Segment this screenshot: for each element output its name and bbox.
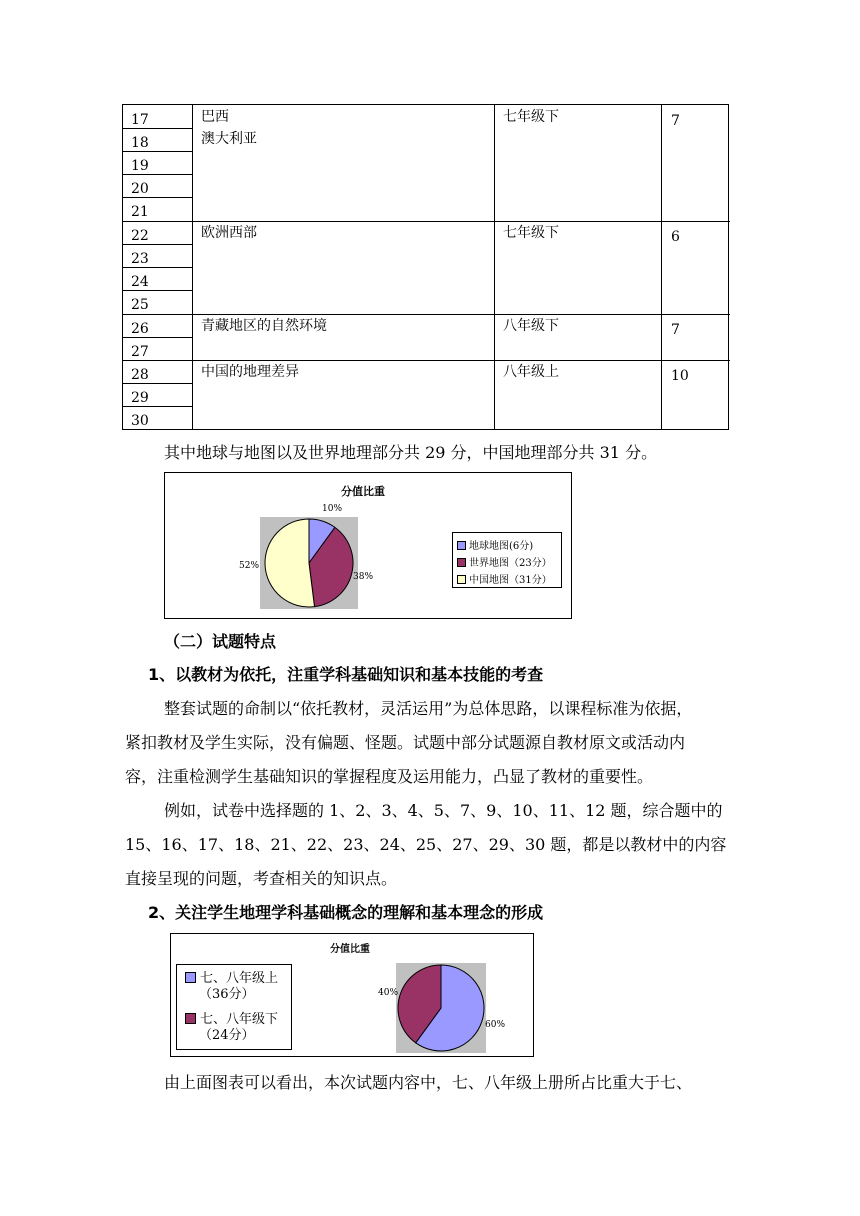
point-2-heading: 2、关注学生地理学科基础概念的理解和基本理念的形成 [148,903,544,922]
row-divider [123,267,192,268]
pie-2-svg [396,963,486,1053]
row-divider [123,174,192,175]
topic-text: 澳大利亚 [201,131,257,147]
topic-text: 中国的地理差异 [201,364,299,380]
grade-text: 八年级上 [503,364,559,380]
section-heading: （二）试题特点 [164,632,277,651]
legend-swatch [185,1013,196,1024]
legend-item [185,1012,278,1044]
legend-label: 七、八年级下 [200,1012,279,1027]
score-text: 6 [671,229,680,245]
topic-text: 巴西 [201,109,229,125]
score-table [122,104,729,430]
legend-item [457,554,552,569]
legend-swatch [457,575,466,584]
question-number: 17 [131,112,149,128]
row-divider [123,244,192,245]
row-divider [123,290,192,291]
slice-label: 52% [239,561,260,571]
question-number: 19 [131,158,149,174]
slice-label: 38% [353,572,374,582]
slice-label: 60% [485,1020,506,1030]
legend-item [457,571,552,586]
question-number: 21 [131,204,149,220]
chart-legend [452,532,562,588]
paragraph-line: 整套试题的命制以“依托教材，灵活运用”为总体思路，以课程标准为依据， [164,699,693,718]
paragraph-line: 容，注重检测学生基础知识的掌握程度及运用能力，凸显了教材的重要性。 [125,767,654,786]
summary-text: 其中地球与地图以及世界地理部分共 29 分，中国地理部分共 31 分。 [164,443,658,462]
score-text: 7 [671,113,680,129]
grade-text: 七年级下 [503,109,559,125]
question-number: 29 [131,390,149,406]
question-number: 27 [131,344,149,360]
column-divider [661,105,662,429]
question-number: 28 [131,367,149,383]
slice-label: 10% [322,504,343,514]
score-text: 7 [671,322,680,338]
chart-title: 分值比重 [330,944,370,955]
question-number: 18 [131,135,149,151]
question-number: 20 [131,181,149,197]
slice-label: 40% [378,988,399,998]
legend-swatch [185,972,196,983]
row-divider [123,406,192,407]
row-divider [123,337,192,338]
row-divider [123,197,192,198]
pie-chart-2 [170,933,534,1057]
question-number: 30 [131,413,149,429]
column-divider [494,105,495,429]
topic-text: 欧洲西部 [201,225,257,241]
legend-swatch [457,558,466,567]
legend-item [457,537,533,552]
question-number: 25 [131,297,149,313]
pie-slice [265,519,315,607]
legend-label: （24分） [199,1028,255,1043]
legend-item [185,971,278,1003]
chart-title: 分值比重 [341,485,385,498]
point-1-heading: 1、以教材为依托，注重学科基础知识和基本技能的考查 [148,665,544,684]
score-text: 10 [671,368,689,384]
grade-text: 七年级下 [503,225,559,241]
question-number: 23 [131,251,149,267]
grade-text: 八年级下 [503,318,559,334]
legend-swatch [457,541,466,550]
pie-1-svg [260,517,358,609]
paragraph-line: 例如，试卷中选择题的 1、2、3、4、5、7、9、10、11、12 题，综合题中的 [164,801,723,820]
legend-label: （36分） [199,987,255,1002]
question-number: 26 [131,321,149,337]
question-number: 24 [131,274,149,290]
chart-legend [176,964,292,1050]
row-divider [123,151,192,152]
row-divider [123,128,192,129]
closing-text: 由上面图表可以看出，本次试题内容中，七、八年级上册所占比重大于七、 [164,1073,693,1092]
paragraph-line: 15、16、17、18、21、22、23、24、25、27、29、30 题，都是以教材中的内容 [125,835,727,854]
row-divider [123,383,192,384]
pie-chart-1 [164,472,572,619]
question-number: 22 [131,228,149,244]
paragraph-line: 紧扣教材及学生实际，没有偏题、怪题。试题中部分试题源自教材原文或活动内 [125,733,686,752]
column-divider [192,105,193,429]
legend-label: 世界地图（23分） [469,558,552,569]
legend-label: 七、八年级上 [200,971,279,986]
legend-label: 地球地图(6分) [469,541,534,552]
legend-label: 中国地图（31分） [469,575,552,586]
paragraph-line: 直接呈现的问题，考查相关的知识点。 [125,869,398,888]
topic-text: 青藏地区的自然环境 [201,318,327,334]
